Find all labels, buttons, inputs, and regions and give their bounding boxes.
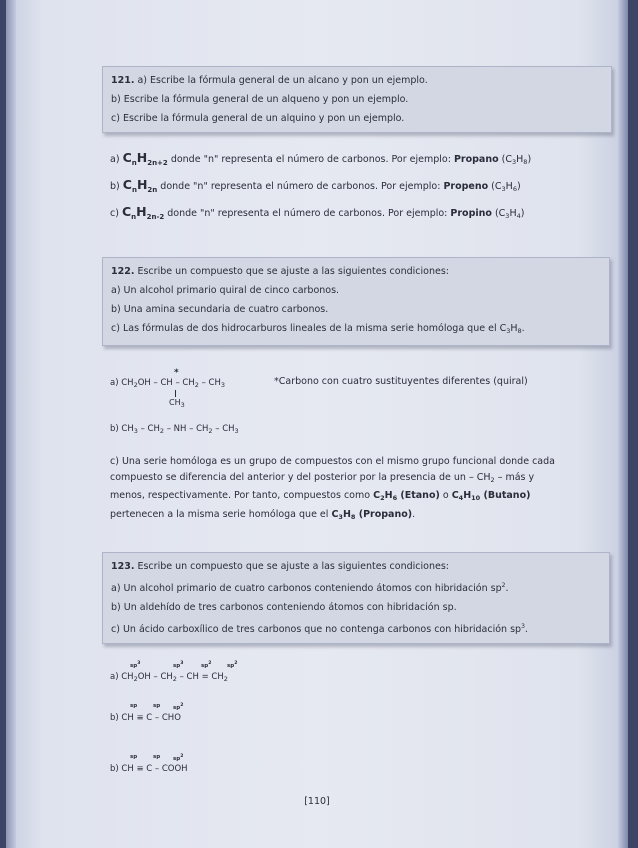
answer-121-a: a) $C_nH_{2n+2}$ donde "n" representa el número de carbonos. Por ejemplo: Propano $(C_3H_8)$ — [110, 150, 532, 167]
branch-bond — [175, 390, 176, 397]
question-122-c: c) Las fórmulas de dos hidrocarburos lineales de la misma serie homóloga que el $C_3H_8$. — [111, 323, 525, 335]
question-121-a: a) Escribe la fórmula general de un alcano y pon un ejemplo. — [137, 75, 428, 86]
question-122-intro: Escribe un compuesto que se ajuste a las siguientes condiciones: — [137, 266, 449, 277]
answer-121-c: c) $C_nH_{2n-2}$ donde "n" representa el número de carbonos. Por ejemplo: Propino $(C_3H_4)$ — [110, 204, 525, 221]
question-123-box — [102, 552, 610, 644]
hybridization-label: sp — [130, 703, 138, 709]
hybridization-label: $sp^3$ — [173, 661, 184, 669]
answer-123-a-structure: a) $CH_2OH - CH_2$ – CH = $CH_2$ — [110, 672, 228, 683]
answer-122-c-line-3: menos, respectivamente. Por tanto, compuestos como $C_2H_6$ (Etano) o $C_4H_{10}$ (Butano) — [110, 490, 531, 502]
page-number: [110] — [304, 796, 330, 807]
hybridization-label: sp — [130, 754, 138, 760]
answer-122-a-branch: $CH_3$ — [169, 398, 185, 409]
hybridization-label: $sp^2$ — [173, 754, 184, 762]
page-left-edge — [6, 0, 16, 848]
question-122-b: b) Una amina secundaria de cuatro carbonos. — [111, 304, 329, 315]
answer-122-c — [110, 454, 555, 525]
hybridization-label: sp — [153, 754, 161, 760]
hybridization-label: $sp^2$ — [227, 661, 238, 669]
question-123-b: b) Un aldehído de tres carbonos conteniendo átomos con hibridación sp. — [111, 602, 457, 614]
question-123-c: c) Un ácido carboxílico de tres carbonos que no contenga carbonos con hibridación $sp^3$. — [111, 623, 528, 636]
answer-123-b-structure: b) CH ≡ C – CHO — [110, 713, 181, 723]
question-122-a: a) Un alcohol primario quiral de cinco carbonos. — [111, 285, 340, 296]
hybridization-label: $sp^2$ — [173, 703, 184, 711]
answer-122-c-line-2: compuesto se diferencia del anterior y del posterior por la presencia de un – $CH_2$ – más y — [110, 471, 535, 484]
answer-122-a-note: *Carbono con cuatro sustituyentes diferentes (quiral) — [274, 376, 528, 387]
answer-123-c-structure: b) CH ≡ C – COOH — [110, 764, 188, 774]
answer-122-a-structure: a) $CH_2OH$ – CH – $CH_2 - CH_3$ — [110, 378, 226, 389]
question-121-c: c) Escribe la fórmula general de un alquino y pon un ejemplo. — [111, 113, 405, 124]
answer-122-c-line-4: pertenecen a la misma serie homóloga que el $C_3H_8$ (Propano). — [110, 508, 416, 521]
answer-122-c-line-1: c) Una serie homóloga es un grupo de compuestos con el mismo grupo funcional donde cada — [110, 456, 555, 467]
question-121-b: b) Escribe la fórmula general de un alqueno y pon un ejemplo. — [111, 94, 409, 105]
book-page — [6, 0, 628, 848]
page-right-edge — [618, 0, 628, 848]
hybridization-label: sp — [153, 703, 161, 709]
chiral-asterisk: * — [174, 368, 179, 378]
question-number: 123. — [111, 561, 135, 572]
answer-122-b-structure: b) $CH_3 - CH_2$ – NH – $CH_2 - CH_3$ — [110, 424, 239, 435]
hybridization-label: $sp^2$ — [201, 661, 212, 669]
question-number: 122. — [111, 266, 135, 277]
question-123-a: a) Un alcohol primario de cuatro carbonos conteniendo átomos con hibridación $sp^2$. — [111, 582, 509, 595]
question-122-box — [102, 257, 610, 346]
hybridization-label: $sp^3$ — [130, 661, 141, 669]
answer-121-b: b) $C_nH_{2n}$ donde "n" representa el número de carbonos. Por ejemplo: Propeno $(C_3H_6)$ — [110, 177, 521, 194]
question-123-intro: Escribe un compuesto que se ajuste a las siguientes condiciones: — [137, 561, 449, 572]
question-121-box — [102, 66, 612, 133]
question-number: 121. — [111, 75, 135, 86]
